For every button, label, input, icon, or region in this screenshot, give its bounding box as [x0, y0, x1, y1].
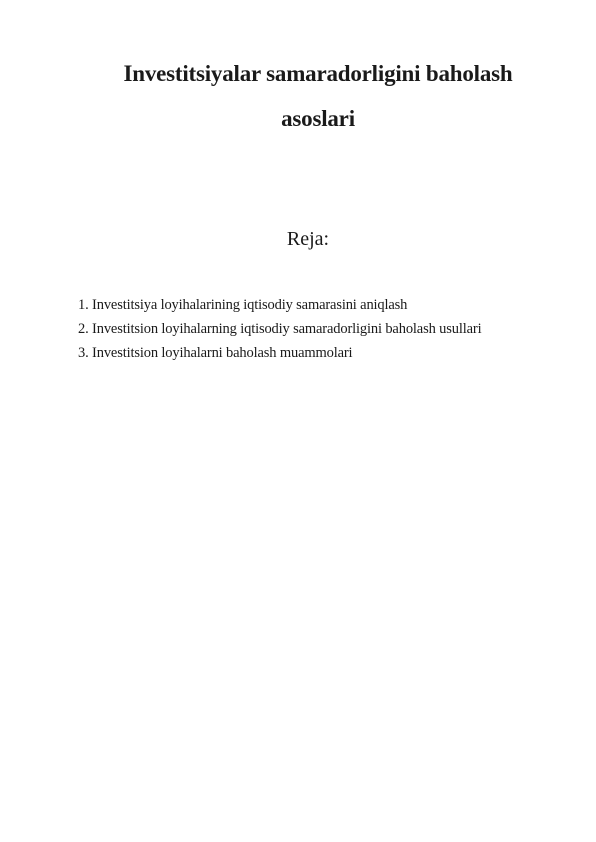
- plan-item: 2. Investitsion loyihalarning iqtisodiy samaradorligini baholash usullari: [78, 321, 482, 337]
- plan-list: [78, 293, 481, 365]
- plan-heading: Reja:: [286, 228, 330, 250]
- document-title-line-1: Investitsiyalar samaradorligini baholash: [123, 61, 513, 86]
- plan-item: 1. Investitsiya loyihalarining iqtisodiy samarasini aniqlash: [78, 297, 408, 313]
- document-title-line-2: asoslari: [281, 106, 355, 131]
- plan-item: 3. Investitsion loyihalarni baholash muammolari: [78, 345, 353, 361]
